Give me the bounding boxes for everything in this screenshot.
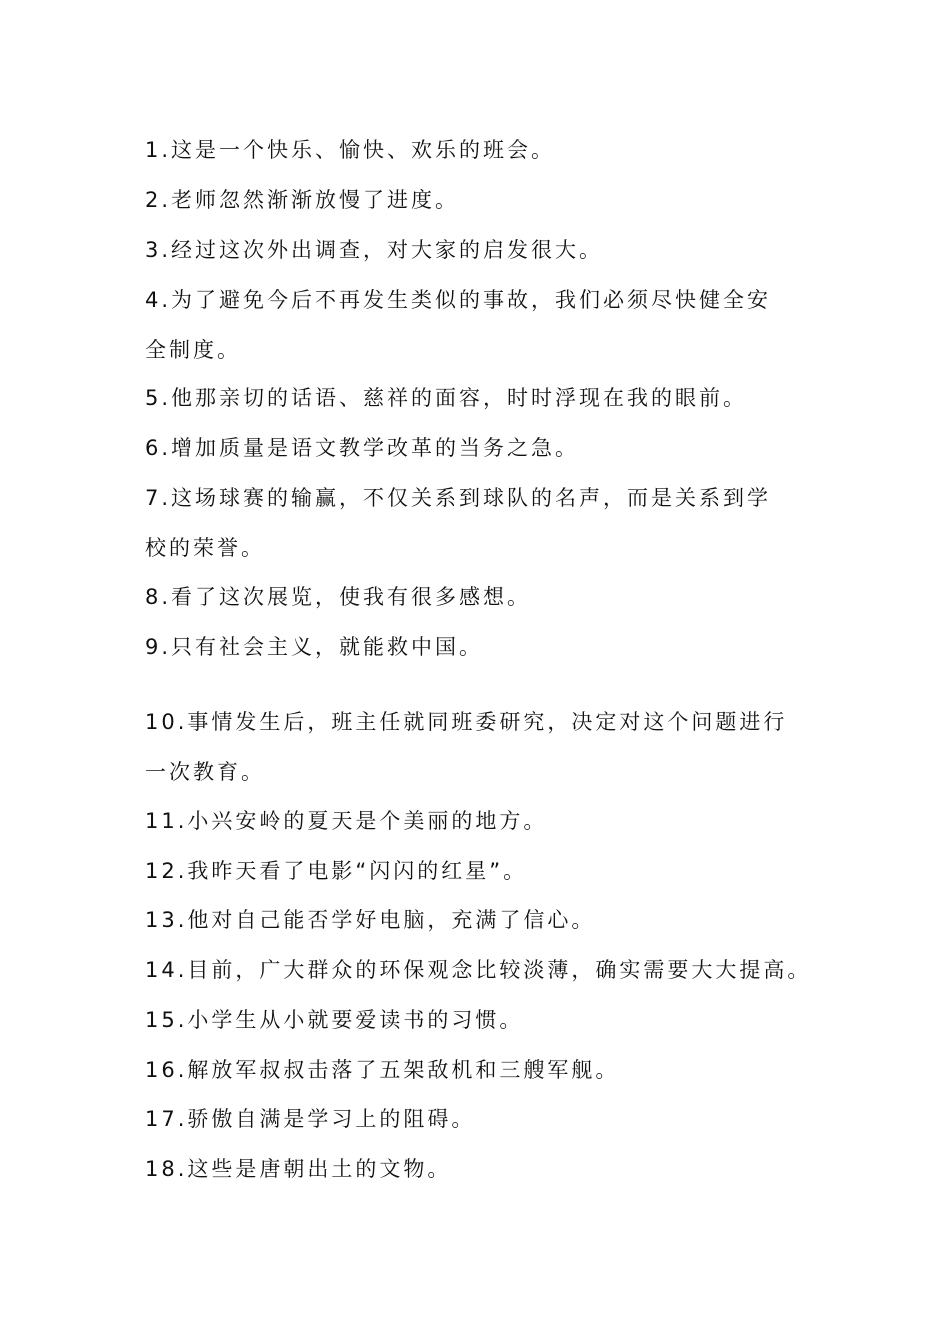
sentence-18: 18.这些是唐朝出土的文物。 [145, 1157, 452, 1181]
sentence-6: 6.增加质量是语文教学改革的当务之急。 [145, 436, 580, 460]
sentence-17: 17.骄傲自满是学习上的阻碍。 [145, 1107, 476, 1131]
sentence-5: 5.他那亲切的话语、慈祥的面容，时时浮现在我的眼前。 [145, 386, 748, 410]
sentence-1: 1.这是一个快乐、愉快、欢乐的班会。 [145, 138, 556, 162]
sentence-10-line-2: 一次教育。 [145, 760, 265, 784]
sentence-12: 12.我昨天看了电影“闪闪的红星”。 [145, 859, 528, 883]
sentence-4-line-2: 全制度。 [145, 338, 241, 362]
sentence-2: 2.老师忽然渐渐放慢了进度。 [145, 188, 460, 212]
sentence-8: 8.看了这次展览，使我有很多感想。 [145, 585, 532, 609]
sentence-4-line-1: 4.为了避免今后不再发生类似的事故，我们必须尽快健全安 [145, 288, 772, 312]
sentence-14: 14.目前，广大群众的环保观念比较淡薄，确实需要大大提高。 [145, 958, 812, 982]
sentence-10-line-1: 10.事情发生后，班主任就同班委研究，决定对这个问题进行 [145, 710, 788, 734]
sentence-3: 3.经过这次外出调查，对大家的启发很大。 [145, 238, 604, 262]
sentence-9: 9.只有社会主义，就能救中国。 [145, 635, 484, 659]
sentence-16: 16.解放军叔叔击落了五架敌机和三艘军舰。 [145, 1058, 620, 1082]
sentence-13: 13.他对自己能否学好电脑，充满了信心。 [145, 908, 596, 932]
sentence-15: 15.小学生从小就要爱读书的习惯。 [145, 1008, 524, 1032]
sentence-11: 11.小兴安岭的夏天是个美丽的地方。 [145, 809, 548, 833]
sentence-7-line-1: 7.这场球赛的输赢，不仅关系到球队的名声，而是关系到学 [145, 486, 772, 510]
sentence-7-line-2: 校的荣誉。 [145, 536, 265, 560]
